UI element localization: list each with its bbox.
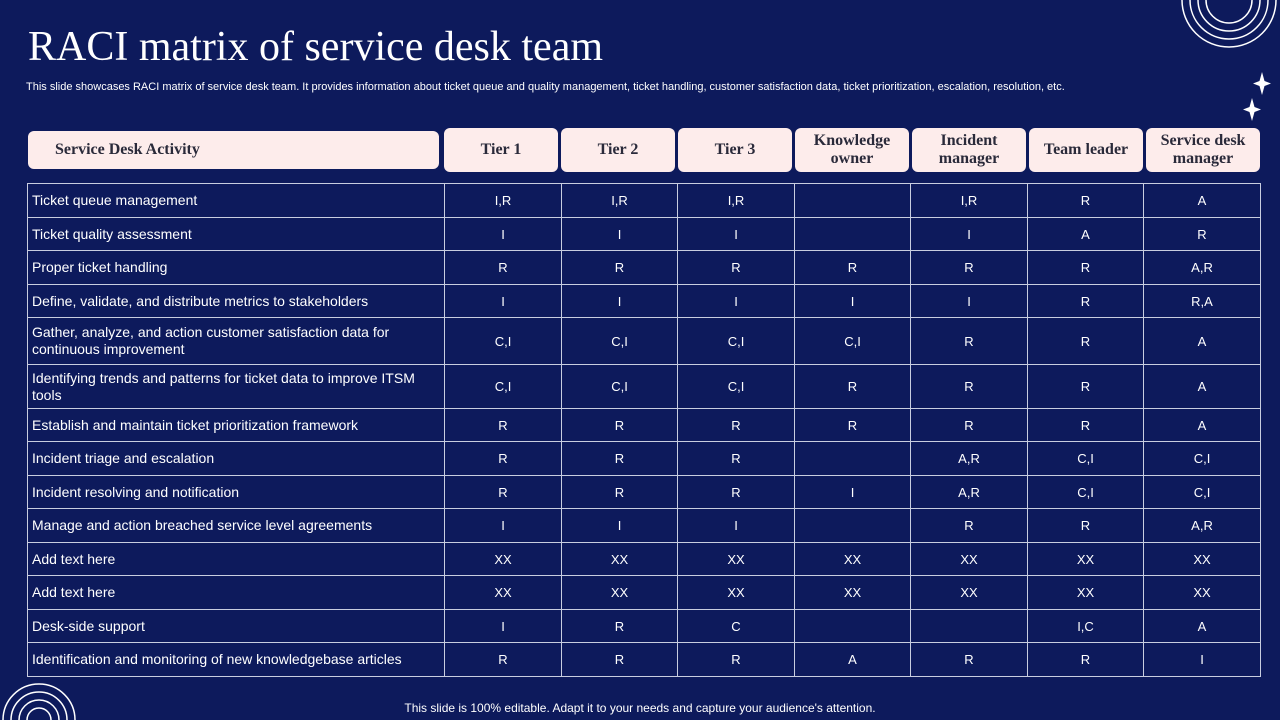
raci-cell: XX [1028, 576, 1144, 610]
raci-cell: I,R [562, 184, 678, 218]
table-row [28, 409, 1261, 442]
footer-note: This slide is 100% editable. Adapt it to your needs and capture your audience's attention. [404, 701, 876, 715]
raci-cell: R [1028, 285, 1144, 318]
header-incident-manager: Incident manager [912, 128, 1026, 172]
raci-cell: I [445, 610, 562, 643]
header-tier-3: Tier 3 [678, 128, 792, 172]
raci-cell: XX [795, 576, 911, 610]
table-row [28, 285, 1261, 318]
table-row [28, 365, 1261, 409]
activity-cell: Desk-side support [28, 610, 445, 643]
raci-cell: R [562, 610, 678, 643]
raci-cell: XX [678, 576, 795, 610]
raci-cell: R [445, 442, 562, 476]
raci-cell: XX [1028, 543, 1144, 576]
header-team-leader: Team leader [1029, 128, 1143, 172]
raci-cell: R [678, 409, 795, 442]
raci-cell: I [911, 218, 1028, 251]
header-service-desk-manager: Service desk manager [1146, 128, 1260, 172]
table-row [28, 610, 1261, 643]
raci-cell: C,I [678, 365, 795, 409]
raci-cell: R [562, 643, 678, 677]
raci-cell: XX [911, 576, 1028, 610]
raci-cell [795, 610, 911, 643]
raci-cell: I [678, 218, 795, 251]
raci-cell: I,R [445, 184, 562, 218]
raci-cell: R [795, 409, 911, 442]
page-subtitle: This slide showcases RACI matrix of service desk team. It provides information about ticket queue and quality management, ticket handling, customer satisfaction data, ticket prioritization, escalation, resolution, etc. [26, 81, 1065, 93]
raci-cell: A [1144, 610, 1261, 643]
raci-cell: R [445, 251, 562, 285]
raci-cell: A,R [911, 442, 1028, 476]
raci-cell: A,R [1144, 509, 1261, 543]
raci-cell: R [1028, 365, 1144, 409]
raci-cell: XX [445, 543, 562, 576]
raci-cell: A [1028, 218, 1144, 251]
raci-cell: A [795, 643, 911, 677]
raci-cell: XX [445, 576, 562, 610]
header-tier-1: Tier 1 [444, 128, 558, 172]
page-title: RACI matrix of service desk team [28, 24, 603, 70]
activity-cell: Identifying trends and patterns for ticket data to improve ITSM tools [28, 365, 445, 409]
raci-cell: R [678, 251, 795, 285]
raci-cell: R [911, 509, 1028, 543]
raci-cell: A [1144, 409, 1261, 442]
raci-cell: R [678, 476, 795, 509]
raci-cell: C,I [1028, 442, 1144, 476]
raci-cell: I [445, 509, 562, 543]
table-row [28, 576, 1261, 610]
matrix-header [0, 128, 1280, 172]
raci-cell [911, 610, 1028, 643]
activity-cell: Gather, analyze, and action customer satisfaction data for continuous improvement [28, 318, 445, 365]
raci-cell: A [1144, 184, 1261, 218]
activity-cell: Establish and maintain ticket prioritization framework [28, 409, 445, 442]
raci-cell: I [562, 285, 678, 318]
activity-cell: Incident resolving and notification [28, 476, 445, 509]
raci-cell: C,I [1144, 476, 1261, 509]
raci-cell: I [445, 218, 562, 251]
raci-cell: R [562, 442, 678, 476]
header-knowledge-owner: Knowledge owner [795, 128, 909, 172]
table-row [28, 218, 1261, 251]
raci-cell: C,I [1144, 442, 1261, 476]
table-row [28, 251, 1261, 285]
raci-cell: A [1144, 318, 1261, 365]
raci-cell: R [911, 409, 1028, 442]
table-row [28, 184, 1261, 218]
raci-cell: R [445, 409, 562, 442]
raci-cell [795, 218, 911, 251]
raci-cell: C,I [562, 365, 678, 409]
activity-cell: Proper ticket handling [28, 251, 445, 285]
raci-table [27, 183, 1261, 677]
raci-cell: XX [1144, 576, 1261, 610]
raci-cell: R [911, 643, 1028, 677]
raci-cell: A [1144, 365, 1261, 409]
table-row [28, 442, 1261, 476]
raci-cell: C [678, 610, 795, 643]
activity-cell: Ticket queue management [28, 184, 445, 218]
raci-cell: R [1028, 251, 1144, 285]
raci-cell: C,I [445, 365, 562, 409]
activity-cell: Incident triage and escalation [28, 442, 445, 476]
raci-cell: R [1028, 318, 1144, 365]
raci-cell: C,I [795, 318, 911, 365]
raci-cell: I [562, 218, 678, 251]
raci-cell: C,I [445, 318, 562, 365]
raci-cell: I,C [1028, 610, 1144, 643]
raci-cell: I [678, 509, 795, 543]
raci-cell: A,R [1144, 251, 1261, 285]
raci-cell: I [678, 285, 795, 318]
activity-cell: Ticket quality assessment [28, 218, 445, 251]
raci-cell: I [562, 509, 678, 543]
raci-cell: A,R [911, 476, 1028, 509]
raci-cell: I [445, 285, 562, 318]
activity-cell: Manage and action breached service level agreements [28, 509, 445, 543]
activity-cell: Add text here [28, 543, 445, 576]
raci-cell: XX [795, 543, 911, 576]
raci-cell: R [562, 251, 678, 285]
table-row [28, 543, 1261, 576]
raci-cell: I,R [678, 184, 795, 218]
raci-cell: I [795, 476, 911, 509]
raci-cell: R [911, 318, 1028, 365]
activity-cell: Define, validate, and distribute metrics to stakeholders [28, 285, 445, 318]
header-tier-2: Tier 2 [561, 128, 675, 172]
activity-cell: Add text here [28, 576, 445, 610]
sparkle-icon [1238, 70, 1272, 124]
raci-cell: I,R [911, 184, 1028, 218]
raci-cell [795, 184, 911, 218]
raci-cell: XX [1144, 543, 1261, 576]
raci-cell [795, 509, 911, 543]
table-row [28, 509, 1261, 543]
header-activity: Service Desk Activity [28, 131, 439, 169]
raci-cell: XX [678, 543, 795, 576]
raci-cell: R [795, 365, 911, 409]
raci-cell: I [1144, 643, 1261, 677]
raci-cell: R [1028, 409, 1144, 442]
raci-cell: XX [562, 543, 678, 576]
table-row [28, 643, 1261, 677]
raci-cell: I [911, 285, 1028, 318]
raci-cell: C,I [562, 318, 678, 365]
raci-cell: R [1028, 643, 1144, 677]
table-row [28, 318, 1261, 365]
raci-cell: I [795, 285, 911, 318]
raci-cell: C,I [678, 318, 795, 365]
raci-cell: R [911, 365, 1028, 409]
raci-cell: R [911, 251, 1028, 285]
raci-cell: R [562, 476, 678, 509]
raci-cell: R [445, 476, 562, 509]
raci-cell: XX [562, 576, 678, 610]
raci-cell: R [678, 643, 795, 677]
raci-cell: R [1028, 184, 1144, 218]
raci-cell: XX [911, 543, 1028, 576]
raci-cell: R [1144, 218, 1261, 251]
raci-cell: R,A [1144, 285, 1261, 318]
raci-cell: C,I [1028, 476, 1144, 509]
raci-cell: R [1028, 509, 1144, 543]
raci-cell [795, 442, 911, 476]
raci-cell: R [795, 251, 911, 285]
raci-cell: R [562, 409, 678, 442]
raci-cell: R [678, 442, 795, 476]
activity-cell: Identification and monitoring of new knowledgebase articles [28, 643, 445, 677]
table-row [28, 476, 1261, 509]
concentric-arcs-icon [1180, 0, 1280, 50]
raci-cell: R [445, 643, 562, 677]
